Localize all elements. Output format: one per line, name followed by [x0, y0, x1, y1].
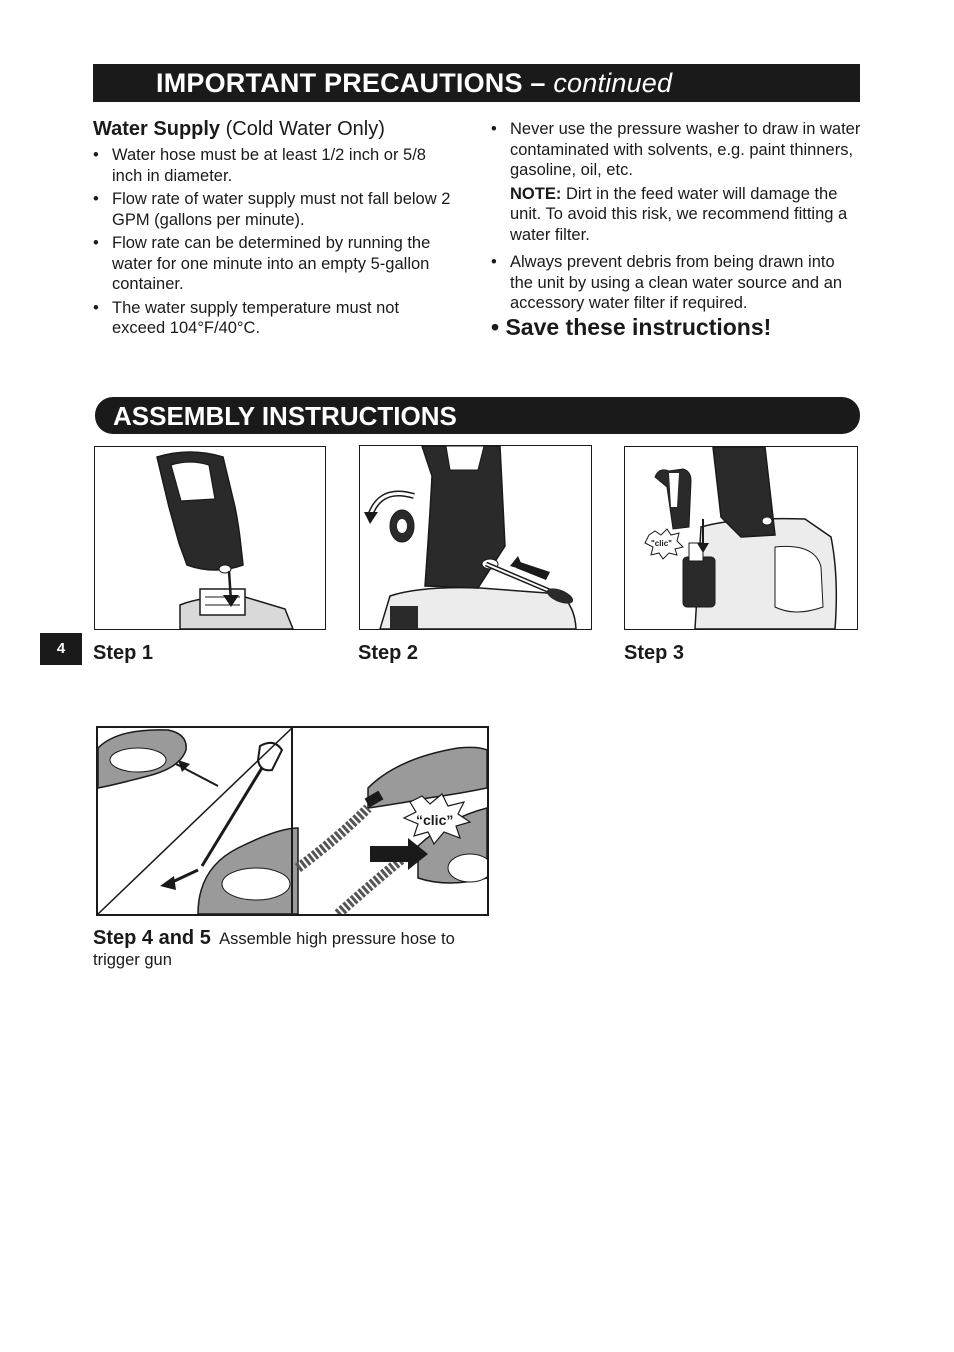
step2-label: Step 2 [358, 642, 419, 664]
step4-5-caption: Step 4 and 5 Assemble high pressure hose to trigger gun [93, 927, 455, 969]
step4-5-illustration [96, 726, 489, 916]
page-number: 4 [40, 633, 82, 665]
precautions-header [93, 64, 860, 102]
list-item: • Never use the pressure washer to draw in water contaminated with solvents, e.g. paint thinners, gasoline, oil, etc. [491, 119, 861, 181]
step2-illustration [359, 445, 592, 630]
water-supply-list [93, 145, 453, 342]
list-item: • Always prevent debris from being drawn into the unit by using a clean water source and an accessory water filter if required. [491, 252, 861, 314]
save-instructions: • Save these instructions! [491, 314, 772, 340]
step1-label: Step 1 [93, 642, 154, 664]
assembly-header [95, 397, 860, 434]
step3-clic-label: "clic" [651, 539, 672, 548]
list-item: • Flow rate can be determined by running the water for one minute into an empty 5-gallon container. [93, 233, 453, 295]
list-item: • The water supply temperature must not exceed 104°F/40°C. [93, 298, 453, 339]
assembly-title: ASSEMBLY INSTRUCTIONS [113, 401, 457, 431]
list-item: • Flow rate of water supply must not fall below 2 GPM (gallons per minute). [93, 189, 453, 230]
step3-illustration [624, 446, 858, 630]
water-filter-note: NOTE: Dirt in the feed water will damage the unit. To avoid this risk, we recommend fitting a water filter. [510, 184, 848, 244]
step4-5-clic-label: “clic” [416, 812, 454, 828]
list-item: • Water hose must be at least 1/2 inch or 5/8 inch in diameter. [93, 145, 453, 186]
precautions-title: IMPORTANT PRECAUTIONS – continued [156, 68, 673, 98]
water-supply-heading: Water Supply (Cold Water Only) [93, 118, 385, 140]
step1-illustration [94, 446, 326, 630]
contamination-list [491, 119, 861, 317]
step3-label: Step 3 [624, 642, 685, 664]
